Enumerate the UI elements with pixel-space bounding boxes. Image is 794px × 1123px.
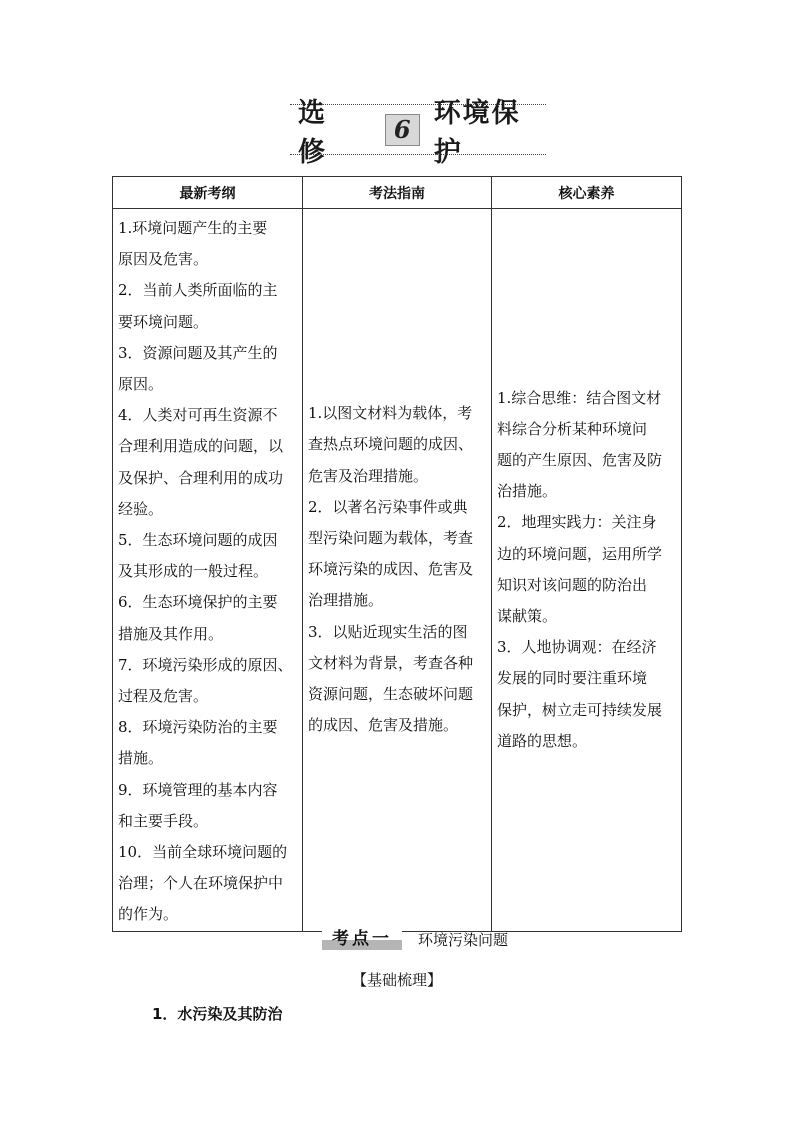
syllabus-line: 要环境问题。 (118, 312, 209, 331)
exam-guide-line: 危害及治理措施。 (308, 466, 429, 485)
syllabus-cell (113, 209, 303, 932)
exam-guide-line: 治理措施。 (308, 591, 384, 610)
kaodian-title: 环境污染问题 (418, 930, 509, 949)
exam-guide-line: 2．以著名污染事件或典 (308, 497, 468, 516)
exam-guide-cell (303, 209, 492, 932)
syllabus-line: 原因及危害。 (118, 250, 209, 269)
chapter-title-block (290, 98, 546, 168)
exam-guide-line: 型污染问题为载体，考查 (308, 529, 474, 548)
core-literacy-line: 知识对该问题的防治出 (497, 575, 648, 594)
core-literacy-line: 治措施。 (497, 482, 558, 501)
syllabus-line: 及其形成的一般过程。 (118, 562, 269, 581)
exam-guide-line: 环境污染的成因、危害及 (308, 560, 474, 579)
chapter-title (298, 98, 546, 168)
syllabus-line: 9．环境管理的基本内容 (118, 780, 278, 799)
header-latest-syllabus: 最新考纲 (113, 177, 303, 209)
syllabus-line: 及保护、合理利用的成功 (118, 468, 284, 487)
title-bottom-dotted-rule (290, 154, 546, 155)
exam-guide-line: 的成因、危害及措施。 (308, 716, 459, 735)
chapter-title-part1: 选 修 (298, 98, 327, 168)
syllabus-line: 10．当前全球环境问题的 (118, 843, 288, 862)
header-core-literacy: 核心素养 (492, 177, 682, 209)
core-literacy-line: 道路的思想。 (497, 731, 588, 750)
syllabus-line: 经验。 (118, 499, 164, 518)
core-literacy-line: 料综合分析某种环境问 (497, 419, 648, 438)
chapter-number-badge: 6 (385, 114, 420, 146)
syllabus-line: 8．环境污染防治的主要 (118, 718, 278, 737)
core-literacy-line: 谋献策。 (497, 607, 558, 626)
core-literacy-line: 1.综合思维：结合图文材 (497, 388, 662, 407)
chapter-title-part2: 环境保护 (433, 98, 521, 168)
syllabus-line: 1.环境问题产生的主要 (118, 219, 268, 237)
syllabus-line: 7．环境污染形成的原因、 (118, 655, 293, 674)
syllabus-line: 原因。 (118, 375, 164, 394)
core-literacy-line: 边的环境问题，运用所学 (497, 544, 663, 563)
exam-guide-line: 3．以贴近现实生活的图 (308, 622, 468, 641)
syllabus-line: 6．生态环境保护的主要 (118, 593, 278, 612)
syllabus-line: 措施及其作用。 (118, 624, 224, 643)
syllabus-line: 的作为。 (118, 905, 179, 924)
core-literacy-cell (492, 209, 682, 932)
core-literacy-line: 2．地理实践力：关注身 (497, 513, 657, 532)
syllabus-line: 治理；个人在环境保护中 (118, 874, 284, 893)
exam-guide-line: 文材料为背景，考查各种 (308, 653, 474, 672)
syllabus-table (112, 176, 682, 932)
exam-guide-line: 资源问题，生态破坏问题 (308, 685, 474, 704)
kaodian-badge: 考点一 (322, 928, 402, 950)
core-literacy-line: 题的产生原因、危害及防 (497, 451, 663, 470)
exam-guide-line: 查热点环境问题的成因、 (308, 435, 474, 454)
core-literacy-line: 发展的同时要注重环境 (497, 669, 648, 688)
table-body-row (113, 209, 682, 932)
syllabus-line: 过程及危害。 (118, 687, 209, 706)
syllabus-line: 措施。 (118, 749, 164, 768)
kaodian-heading (322, 926, 508, 952)
syllabus-line: 4．人类对可再生资源不 (118, 406, 278, 425)
core-literacy-line: 保护，树立走可持续发展 (497, 700, 663, 719)
syllabus-line: 3．资源问题及其产生的 (118, 343, 278, 362)
section-label: 【基础梳理】 (352, 971, 443, 989)
exam-guide-line: 1.以图文材料为载体，考 (308, 404, 473, 423)
core-literacy-line: 3．人地协调观：在经济 (497, 638, 657, 657)
syllabus-line: 合理利用造成的问题，以 (118, 437, 284, 456)
table-header-row (113, 177, 682, 209)
syllabus-line: 和主要手段。 (118, 811, 209, 830)
header-exam-guide: 考法指南 (303, 177, 492, 209)
subheading-water-pollution: 1．水污染及其防治 (152, 1005, 283, 1023)
syllabus-line: 2．当前人类所面临的主 (118, 281, 278, 300)
syllabus-line: 5．生态环境问题的成因 (118, 531, 278, 550)
